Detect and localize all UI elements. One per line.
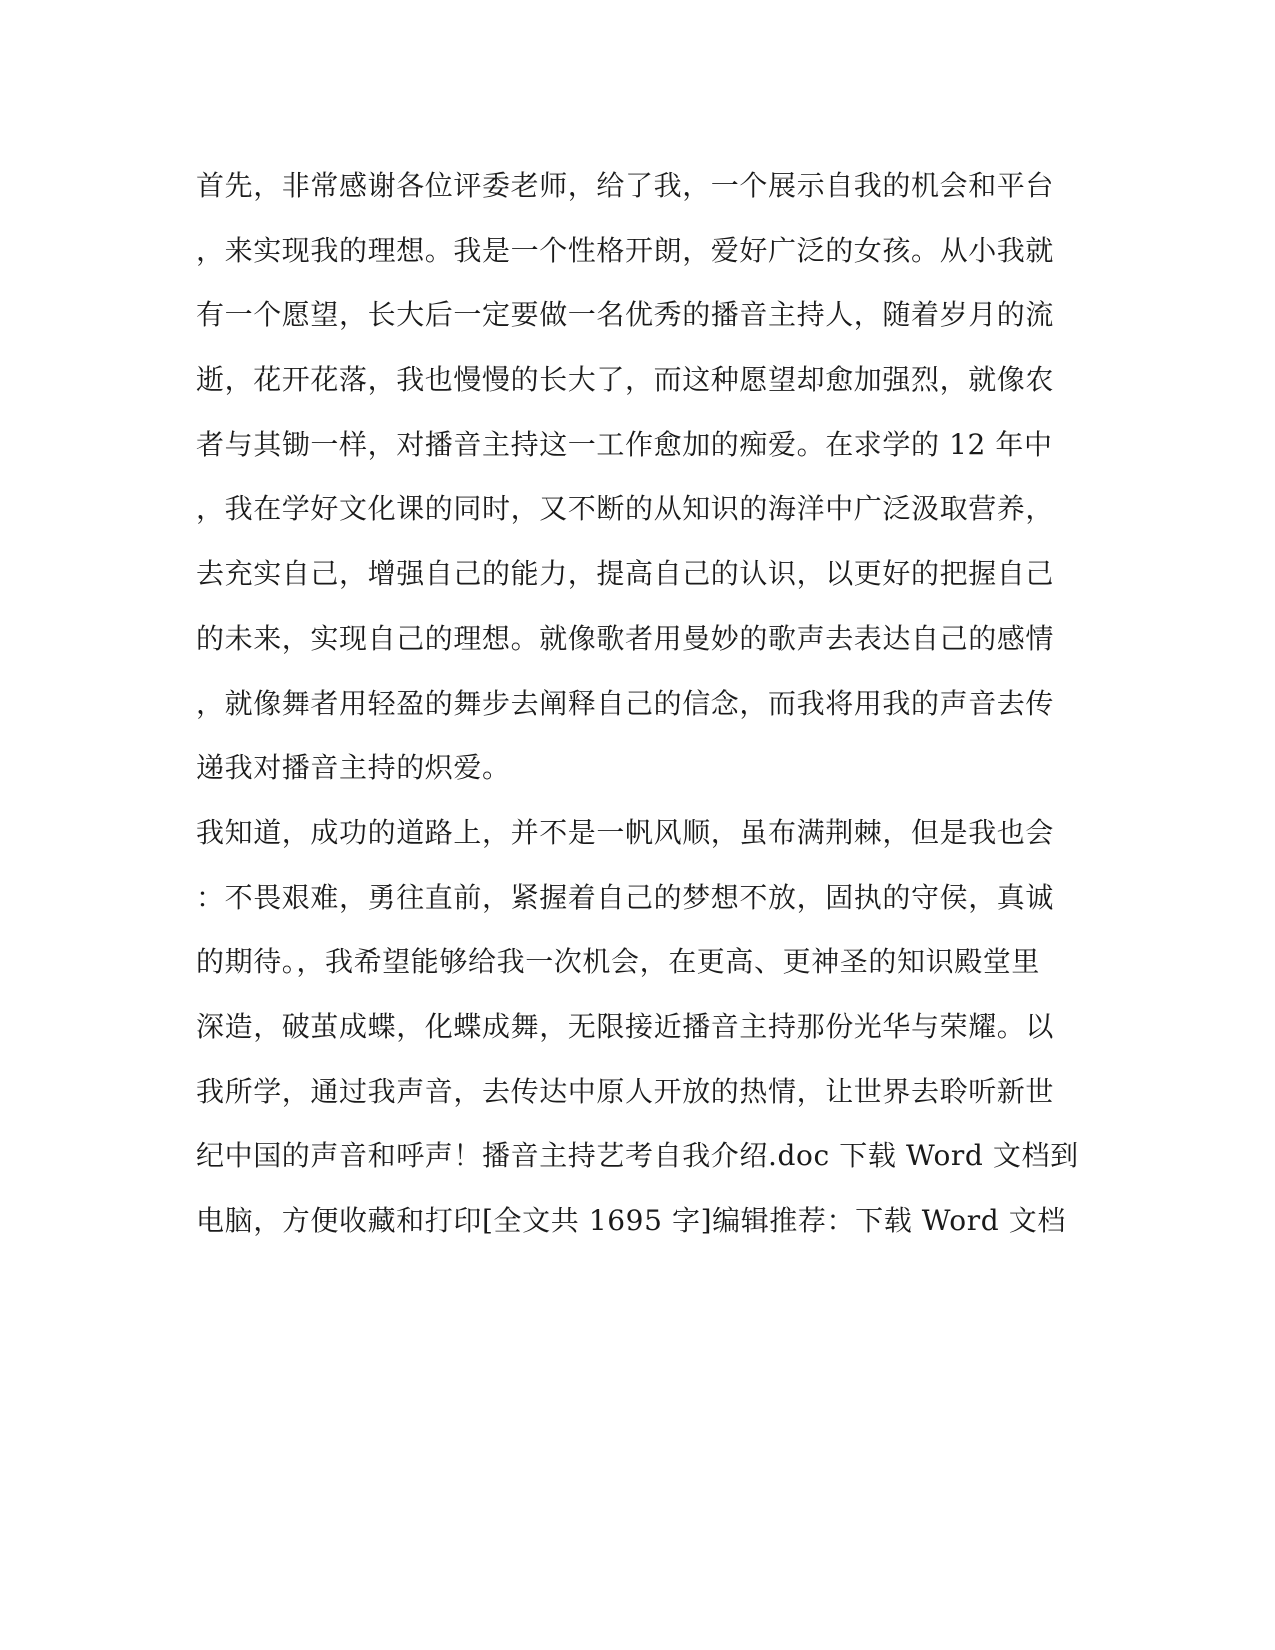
text-line: ，来实现我的理想。我是一个性格开朗，爱好广泛的女孩。从小我就 [196, 233, 1055, 267]
text-line: 我所学，通过我声音，去传达中原人开放的热情，让世界去聆听新世 [196, 1074, 1055, 1108]
text-line: ，就像舞者用轻盈的舞步去阐释自己的信念，而我将用我的声音去传 [196, 686, 1055, 720]
text-line: 去充实自己，增强自己的能力，提高自己的认识，以更好的把握自己 [196, 557, 1055, 591]
text-line: 有一个愿望，长大后一定要做一名优秀的播音主持人，随着岁月的流 [196, 298, 1055, 332]
text-line: 电脑，方便收藏和打印[全文共 1695 字]编辑推荐：下载 Word 文档 [196, 1204, 1066, 1237]
text-line: 逝，花开花落，我也慢慢的长大了，而这种愿望却愈加强烈，就像农 [196, 363, 1055, 397]
text-line: 递我对播音主持的炽爱。 [196, 751, 511, 785]
text-line: 的未来，实现自己的理想。就像歌者用曼妙的歌声去表达自己的感情 [196, 621, 1055, 655]
text-line: ：不畏艰难，勇往直前，紧握着自己的梦想不放，固执的守侯，真诚 [196, 880, 1055, 914]
text-line: 深造，破茧成蝶，化蝶成舞，无限接近播音主持那份光华与荣耀。以 [196, 1009, 1055, 1043]
document-body [196, 154, 1096, 1254]
text-line: 我知道，成功的道路上，并不是一帆风顺，虽布满荆棘，但是我也会 [196, 815, 1055, 849]
text-line: ，我在学好文化课的同时，又不断的从知识的海洋中广泛汲取营养， [196, 492, 1055, 526]
text-line: 首先，非常感谢各位评委老师，给了我，一个展示自我的机会和平台 [196, 169, 1055, 202]
text-line: 的期待。，我希望能够给我一次机会，在更高、更神圣的知识殿堂里 [196, 945, 1041, 979]
text-line: 者与其锄一样，对播音主持这一工作愈加的痴爱。在求学的 12 年中 [196, 427, 1053, 461]
text-line: 纪中国的声音和呼声！播音主持艺考自我介绍.doc 下载 Word 文档到 [196, 1139, 1079, 1173]
